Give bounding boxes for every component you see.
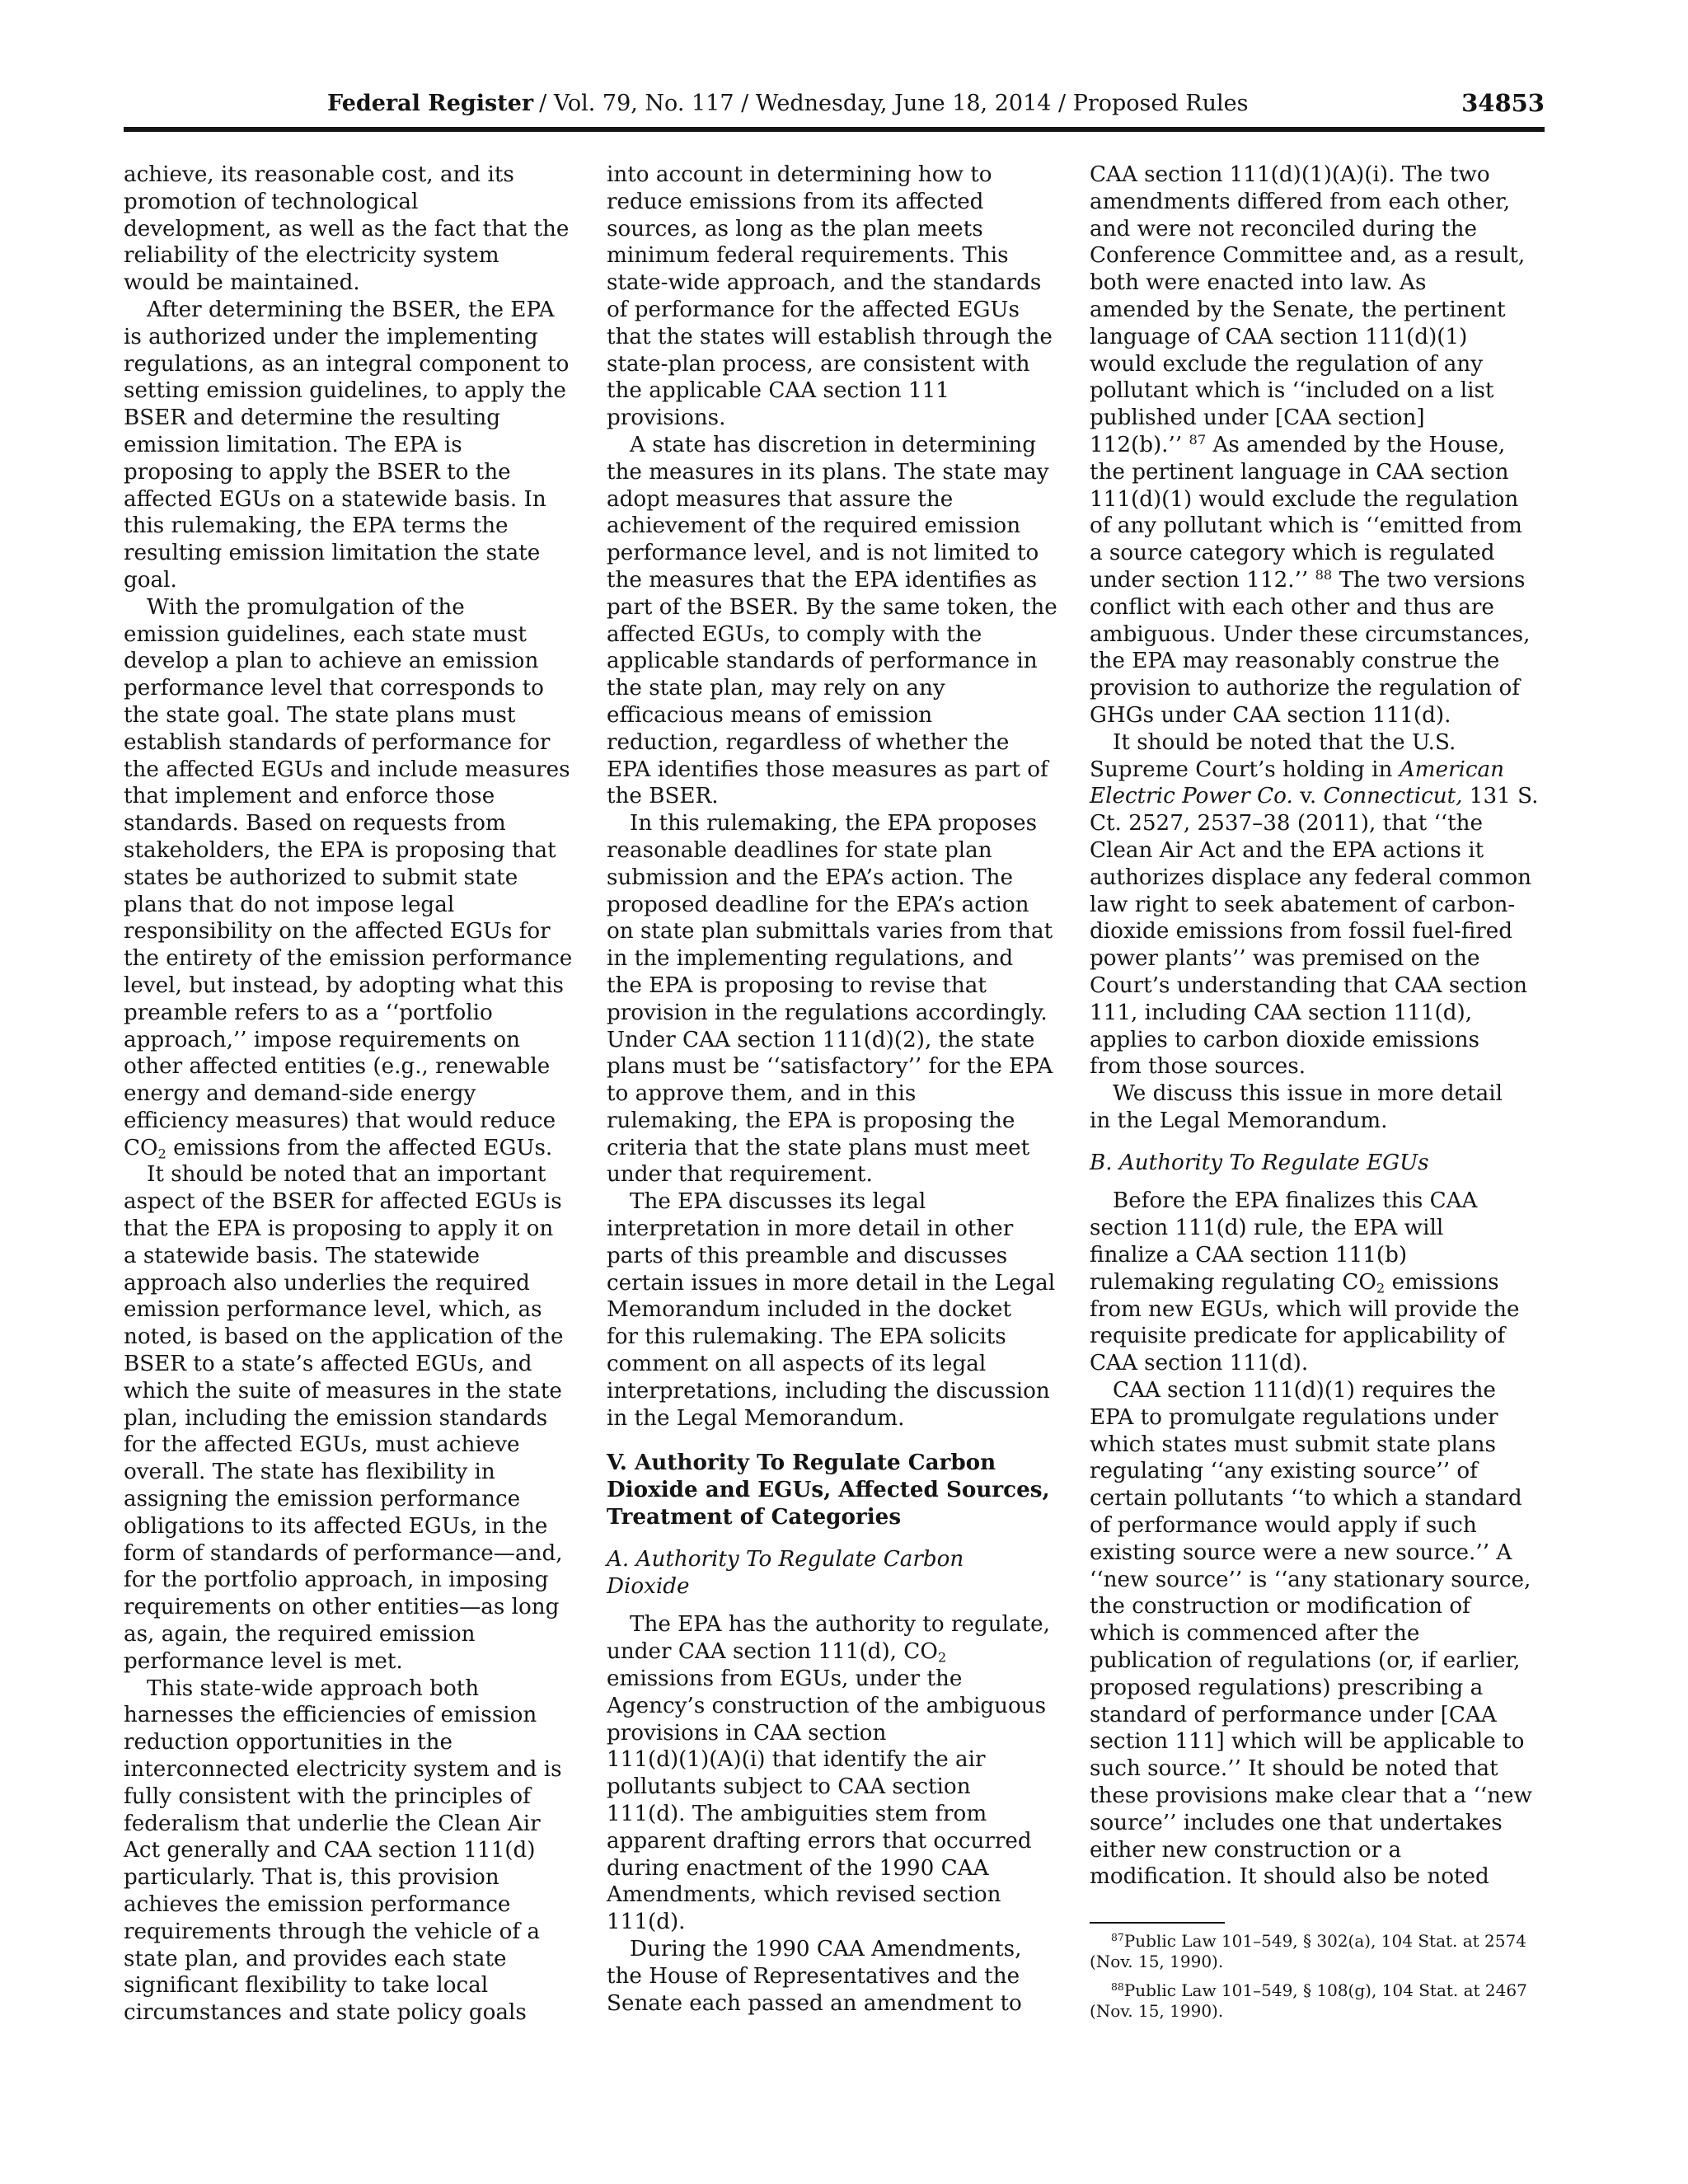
paragraph-continued: [607, 162, 1068, 432]
text-line: in the implementing regulations, and: [607, 946, 1014, 972]
text-line: 111(d). The ambiguities stem from: [607, 1802, 987, 1827]
footnote-reference: 87: [1189, 432, 1207, 448]
text-line: emissions from EGUs, under the: [607, 1666, 963, 1692]
text-line: performance level that corresponds to: [124, 676, 544, 701]
text-line: achieve, its reasonable cost, and its: [124, 162, 514, 187]
text-run: under section 112.’’: [1090, 567, 1315, 593]
text-column-1: [124, 162, 585, 2027]
text-line: [1090, 757, 1551, 784]
text-line: emission limitation. The EPA is: [124, 432, 462, 457]
text-line: The EPA discusses its legal: [630, 1189, 926, 1215]
text-run: emissions from the affected EGUs.: [166, 1135, 553, 1160]
text-line: Conference Committee and, as a result,: [1090, 243, 1526, 269]
text-line: of performance would apply if such: [1090, 1513, 1477, 1539]
text-line: provision in the regulations accordingly.: [607, 1000, 1048, 1025]
text-line: With the promulgation of the: [147, 594, 465, 620]
text-line: affected EGUs, to comply with the: [607, 621, 982, 647]
text-line: ‘‘new source’’ is ‘‘any stationary source,: [1090, 1567, 1531, 1592]
text-line: would be maintained.: [124, 270, 360, 296]
text-line: GHGs under CAA section 111(d).: [1090, 702, 1451, 728]
text-line: plans must be ‘‘satisfactory’’ for the EPA: [607, 1054, 1053, 1080]
text-line: goal.: [124, 567, 177, 593]
text-line: other affected entities (e.g., renewable: [124, 1054, 551, 1080]
text-line: [1090, 1980, 1551, 2001]
subscript-text: 2: [157, 1146, 166, 1162]
text-line: requisite predicate for applicability of: [1090, 1324, 1506, 1349]
text-line: requirements on other entities—as long: [124, 1595, 560, 1620]
paragraph-continued: [1090, 162, 1551, 729]
text-line: the BSER.: [607, 784, 719, 809]
page-number: 34853: [1461, 89, 1545, 117]
text-line: states be authorized to submit state: [124, 865, 518, 890]
text-line: circumstances and state policy goals: [124, 2000, 527, 2026]
subsection-heading: [1090, 1150, 1551, 1177]
text-line: [1090, 1931, 1551, 1952]
paragraph: [607, 1611, 1068, 1936]
text-line: It should be noted that the U.S.: [1113, 729, 1456, 755]
paragraph: [1090, 1188, 1551, 1377]
text-line: 111(d)(1) would exclude the regulation: [1090, 486, 1519, 512]
text-line: language of CAA section 111(d)(1): [1090, 324, 1468, 349]
footnote-list: [1090, 1931, 1551, 2022]
text-line: into account in determining how to: [607, 162, 992, 187]
text-line: reduction, regardless of whether the: [607, 729, 1010, 755]
text-line: preamble refers to as a ‘‘portfolio: [124, 1000, 493, 1025]
text-line: minimum federal requirements. This: [607, 243, 1009, 269]
section-heading: [607, 1450, 1068, 1530]
text-run: 131 S.: [1462, 784, 1539, 809]
text-line: A state has discretion in determining: [630, 432, 1036, 457]
text-line: plan, including the emission standards: [124, 1405, 548, 1431]
text-line: During the 1990 CAA Amendments,: [630, 1937, 1022, 1961]
text-line: and were not reconciled during the: [1090, 216, 1477, 241]
text-line: the measures that the EPA identifies as: [607, 567, 1038, 593]
text-line: finalize a CAA section 111(b): [1090, 1243, 1408, 1268]
paragraph: [607, 1936, 1068, 2017]
text-line: CAA section 111(d).: [1090, 1351, 1309, 1376]
text-line: BSER and determine the resulting: [124, 405, 501, 431]
text-line: the applicable CAA section 111: [607, 378, 950, 404]
text-line: applicable standards of performance in: [607, 649, 1038, 674]
footnote: [1090, 1931, 1551, 1972]
text-line: The EPA has the authority to regulate,: [630, 1612, 1050, 1638]
text-line: that the EPA is proposing to apply it on: [124, 1216, 554, 1242]
text-line: certain pollutants ‘‘to which a standard: [1090, 1486, 1522, 1511]
text-line: approach,’’ impose requirements on: [124, 1027, 521, 1052]
text-line: A. Authority To Regulate Carbon: [607, 1546, 964, 1572]
text-line: Act generally and CAA section 111(d): [124, 1838, 536, 1863]
text-line: significant flexibility to take local: [124, 1973, 489, 1999]
text-line: of performance for the affected EGUs: [607, 297, 1020, 322]
text-line: the construction or modification of: [1090, 1594, 1470, 1619]
text-line: law right to seek abatement of carbon-: [1090, 892, 1516, 917]
text-line: for the portfolio approach, in imposing: [124, 1568, 549, 1593]
text-line: Agency’s construction of the ambiguous: [607, 1693, 1047, 1718]
text-line: obligations to its affected EGUs, in the: [124, 1513, 548, 1539]
text-line: proposed regulations) prescribing a: [1090, 1675, 1484, 1700]
text-line: the measures in its plans. The state may: [607, 459, 1049, 485]
paragraph: [607, 432, 1068, 810]
text-line: Court’s understanding that CAA section: [1090, 972, 1528, 998]
text-line: (Nov. 15, 1990).: [1090, 2001, 1224, 2021]
text-run: The two versions: [1332, 567, 1526, 593]
text-line: CAA section 111(d)(1) requires the: [1113, 1378, 1496, 1404]
subscript-text: 2: [937, 1649, 947, 1666]
text-line: submission and the EPA’s action. The: [607, 865, 1014, 890]
text-line: promotion of technological: [124, 189, 419, 214]
text-line: V. Authority To Regulate Carbon: [607, 1450, 996, 1476]
text-line: provision to authorize the regulation of: [1090, 676, 1520, 701]
text-line: Under CAA section 111(d)(2), the state: [607, 1027, 1035, 1052]
text-line: existing source were a new source.’’ A: [1090, 1540, 1512, 1565]
text-line: sources, as long as the plan meets: [607, 216, 983, 241]
text-line: provisions in CAA section: [607, 1720, 887, 1746]
text-line: Clean Air Act and the EPA actions it: [1090, 837, 1484, 863]
text-line: 111(d).: [607, 1910, 686, 1935]
text-line: [607, 1638, 1068, 1666]
text-line: In this rulemaking, the EPA proposes: [630, 811, 1038, 837]
text-line: interpretations, including the discussion: [607, 1378, 1050, 1404]
text-line: on state plan submittals varies from that: [607, 919, 1053, 944]
text-line: [1090, 1269, 1551, 1296]
text-line: overall. The state has flexibility in: [124, 1460, 495, 1485]
text-line: requirements through the vehicle of a: [124, 1919, 541, 1944]
text-line: achievement of the required emission: [607, 513, 1021, 539]
text-line: both were enacted into law. As: [1090, 270, 1427, 296]
footnotes: [1090, 1922, 1551, 2022]
text-line: EPA to promulgate regulations under: [1090, 1404, 1498, 1430]
text-line: (Nov. 15, 1990).: [1090, 1952, 1224, 1971]
paragraph: [124, 1161, 585, 1675]
text-run: Public Law 101–549, § 302(a), 104 Stat. at 2574: [1123, 1931, 1526, 1951]
footnote-rule: [1090, 1922, 1225, 1924]
text-line: Treatment of Categories: [607, 1504, 902, 1530]
text-run: As amended by the House,: [1206, 432, 1506, 457]
text-line: develop a plan to achieve an emission: [124, 649, 539, 674]
text-column-2: [607, 162, 1068, 2017]
text-line: of any pollutant which is ‘‘emitted from: [1090, 513, 1522, 539]
text-line: published under [CAA section]: [1090, 405, 1425, 431]
subscript-text: 2: [1376, 1280, 1386, 1296]
text-line: the state plan, may rely on any: [607, 676, 945, 701]
text-line: [1090, 567, 1551, 594]
text-line: during enactment of the 1990 CAA: [607, 1855, 989, 1881]
text-line: It should be noted that an important: [147, 1162, 546, 1188]
text-line: Amendments, which revised section: [607, 1882, 1001, 1908]
text-line: amended by the Senate, the pertinent: [1090, 297, 1506, 322]
text-line: source’’ includes one that undertakes: [1090, 1810, 1503, 1835]
italic-text: Electric Power Co.: [1090, 784, 1293, 809]
text-line: pollutants subject to CAA section: [607, 1774, 971, 1800]
text-line: CAA section 111(d)(1)(A)(i). The two: [1090, 162, 1490, 187]
running-head: [327, 89, 1248, 119]
text-line: proposed deadline for the EPA’s action: [607, 892, 1029, 917]
text-line: affected EGUs on a statewide basis. In: [124, 486, 546, 512]
text-line: responsibility on the affected EGUs for: [124, 919, 551, 944]
text-line: as, again, the required emission: [124, 1622, 476, 1647]
text-line: a source category which is regulated: [1090, 541, 1495, 566]
text-line: such source.’’ It should be noted that: [1090, 1756, 1498, 1782]
text-line: This state-wide approach both: [147, 1675, 480, 1701]
text-line: section 111(d) rule, the EPA will: [1090, 1216, 1444, 1241]
italic-text: American: [1399, 757, 1504, 782]
text-line: regulating ‘‘any existing source’’ of: [1090, 1459, 1478, 1484]
text-line: standards. Based on requests from: [124, 811, 506, 837]
text-line: reliability of the electricity system: [124, 243, 499, 269]
text-line: modification. It should also be noted: [1090, 1864, 1489, 1890]
text-line: the affected EGUs and include measures: [124, 757, 570, 782]
text-line: publication of regulations (or, if earlier,: [1090, 1648, 1521, 1674]
text-run: emissions: [1385, 1269, 1499, 1295]
text-run: Public Law 101–549, § 108(g), 104 Stat. at 2467: [1123, 1980, 1527, 2000]
paragraph: [124, 297, 585, 594]
text-line: Before the EPA finalizes this CAA: [1113, 1188, 1478, 1214]
text-line: the pertinent language in CAA section: [1090, 459, 1509, 485]
text-line: from new EGUs, which will provide the: [1090, 1296, 1520, 1322]
text-line: plans that do not impose legal: [124, 892, 455, 917]
text-line: development, as well as the fact that the: [124, 216, 570, 241]
text-line: section 111] which will be applicable to: [1090, 1729, 1525, 1755]
text-line: rulemaking, the EPA is proposing the: [607, 1108, 1015, 1133]
text-line: [1090, 783, 1551, 810]
paragraph: [1090, 1377, 1551, 1891]
text-line: fully consistent with the principles of: [124, 1783, 531, 1809]
text-line: criteria that the state plans must meet: [607, 1135, 1030, 1160]
text-line: certain issues in more detail in the Legal: [607, 1270, 1056, 1296]
text-line: interpretation in more detail in other: [607, 1216, 1014, 1242]
text-line: aspect of the BSER for affected EGUs is: [124, 1189, 562, 1215]
subsection-heading: [607, 1546, 1068, 1601]
text-line: provisions.: [607, 405, 726, 431]
text-line: federalism that underlie the Clean Air: [124, 1811, 541, 1836]
text-line: a statewide basis. The statewide: [124, 1243, 480, 1268]
text-line: the House of Representatives and the: [607, 1963, 1020, 1989]
text-line: to approve them, and in this: [607, 1081, 917, 1107]
text-line: state-wide approach, and the standards: [607, 270, 1042, 296]
text-run: Supreme Court’s holding in: [1090, 757, 1400, 782]
text-line: conflict with each other and thus are: [1090, 594, 1494, 620]
text-line: regulations, as an integral component to: [124, 351, 570, 377]
text-line: efficacious means of emission: [607, 702, 933, 728]
text-line: comment on all aspects of its legal: [607, 1352, 987, 1377]
text-line: assigning the emission performance: [124, 1487, 521, 1512]
text-line: which the suite of measures in the state: [124, 1378, 562, 1404]
text-line: parts of this preamble and discusses: [607, 1243, 1008, 1268]
text-line: performance level is met.: [124, 1648, 403, 1674]
footnote-reference: 87: [1111, 1931, 1124, 1944]
text-line: reasonable deadlines for state plan: [607, 837, 992, 863]
paragraph: [607, 810, 1068, 1188]
text-line: under that requirement.: [607, 1162, 873, 1188]
text-line: that implement and enforce those: [124, 784, 495, 809]
text-line: 111(d)(1)(A)(i) that identify the air: [607, 1747, 986, 1773]
text-line: the EPA is proposing to revise that: [607, 972, 987, 998]
text-line: energy and demand-side energy: [124, 1081, 476, 1107]
text-line: reduction opportunities in the: [124, 1730, 452, 1755]
text-line: Senate each passed an amendment to: [607, 1990, 1022, 2016]
paragraph: [607, 1188, 1068, 1432]
text-line: part of the BSER. By the same token, the: [607, 594, 1057, 620]
paragraph-continued: [124, 162, 585, 297]
text-run: v.: [1292, 784, 1324, 809]
footnote-reference: 88: [1315, 567, 1333, 583]
italic-text: Connecticut,: [1323, 784, 1463, 809]
text-line: B. Authority To Regulate EGUs: [1090, 1150, 1429, 1175]
text-line: dioxide emissions from fossil fuel-fired: [1090, 919, 1513, 944]
text-line: particularly. That is, this provision: [124, 1865, 499, 1891]
text-line: authorizes displace any federal common: [1090, 865, 1532, 890]
text-line: proposing to apply the BSER to the: [124, 459, 511, 485]
text-line: this rulemaking, the EPA terms the: [124, 513, 509, 539]
text-line: EPA identifies those measures as part of: [607, 757, 1048, 782]
text-line: efficiency measures) that would reduce: [124, 1108, 556, 1133]
text-line: the entirety of the emission performance: [124, 946, 573, 972]
text-line: applies to carbon dioxide emissions: [1090, 1027, 1479, 1052]
text-line: that the states will establish through the: [607, 324, 1053, 349]
text-line: noted, is based on the application of the: [124, 1324, 564, 1350]
text-line: After determining the BSER, the EPA: [147, 297, 555, 322]
text-line: harnesses the efficiencies of emission: [124, 1703, 537, 1728]
text-line: Ct. 2527, 2537–38 (2011), that ‘‘the: [1090, 811, 1484, 837]
text-line: performance level, and is not limited to: [607, 541, 1039, 566]
text-line: state plan, and provides each state: [124, 1946, 507, 1971]
issue-info: / Vol. 79, No. 117 / Wednesday, June 18, 2014 / Proposed Rules: [539, 91, 1249, 116]
paragraph: [124, 1675, 585, 2027]
text-line: establish standards of performance for: [124, 729, 551, 755]
text-run: under CAA section 111(d), CO: [607, 1639, 938, 1665]
text-line: setting emission guidelines, to apply the: [124, 378, 566, 404]
text-line: adopt measures that assure the: [607, 486, 954, 512]
text-line: the state goal. The state plans must: [124, 702, 516, 728]
text-line: in the Legal Memorandum.: [607, 1405, 905, 1431]
header-rule: [124, 127, 1545, 132]
text-line: BSER to a state’s affected EGUs, and: [124, 1352, 532, 1377]
text-line: standard of performance under [CAA: [1090, 1702, 1497, 1727]
text-line: [124, 1135, 585, 1162]
text-line: would exclude the regulation of any: [1090, 351, 1484, 377]
text-line: approach also underlies the required: [124, 1270, 530, 1296]
text-line: 111, including CAA section 111(d),: [1090, 1000, 1473, 1025]
text-line: amendments differed from each other,: [1090, 189, 1511, 214]
paragraph: [1090, 1080, 1551, 1135]
text-line: ambiguous. Under these circumstances,: [1090, 621, 1531, 647]
text-line: resulting emission limitation the state: [124, 541, 541, 566]
text-run: rulemaking regulating CO: [1090, 1269, 1376, 1295]
text-line: from those sources.: [1090, 1054, 1306, 1080]
footnote: [1090, 1980, 1551, 2022]
paragraph: [1090, 729, 1551, 1080]
text-line: either new construction or a: [1090, 1837, 1402, 1863]
text-line: in the Legal Memorandum.: [1090, 1108, 1388, 1133]
text-line: these provisions make clear that a ‘‘new: [1090, 1783, 1532, 1809]
text-line: power plants’’ was premised on the: [1090, 946, 1480, 972]
footnote-reference: 88: [1111, 1980, 1124, 1994]
text-line: which is commenced after the: [1090, 1621, 1420, 1647]
text-line: apparent drafting errors that occurred: [607, 1828, 1032, 1854]
text-line: state-plan process, are consistent with: [607, 351, 1030, 377]
text-line: interconnected electricity system and is: [124, 1757, 562, 1783]
text-column-3: [1090, 162, 1551, 1891]
text-line: Memorandum included in the docket: [607, 1297, 1012, 1323]
text-line: the EPA may reasonably construe the: [1090, 649, 1500, 674]
text-run: 112(b).’’: [1090, 432, 1189, 457]
text-line: for the affected EGUs, must achieve: [124, 1432, 520, 1458]
text-line: reduce emissions from its affected: [607, 189, 984, 214]
text-line: form of standards of performance—and,: [124, 1540, 563, 1566]
text-line: for this rulemaking. The EPA solicits: [607, 1324, 1006, 1350]
text-run: CO: [124, 1135, 158, 1160]
text-line: emission performance level, which, as: [124, 1297, 542, 1323]
text-line: emission guidelines, each state must: [124, 621, 527, 647]
text-line: achieves the emission performance: [124, 1892, 511, 1917]
text-line: which states must submit state plans: [1090, 1432, 1496, 1457]
text-line: Dioxide and EGUs, Affected Sources,: [607, 1477, 1050, 1503]
text-line: stakeholders, the EPA is proposing that: [124, 837, 556, 863]
publication-title: Federal Register: [327, 91, 534, 116]
text-line: pollutant which is ‘‘included on a list: [1090, 378, 1494, 404]
paragraph: [124, 594, 585, 1162]
text-line: We discuss this issue in more detail: [1113, 1081, 1503, 1107]
text-line: Dioxide: [607, 1573, 690, 1599]
text-line: level, but instead, by adopting what this: [124, 972, 564, 998]
text-line: [1090, 432, 1551, 459]
text-line: is authorized under the implementing: [124, 324, 538, 349]
